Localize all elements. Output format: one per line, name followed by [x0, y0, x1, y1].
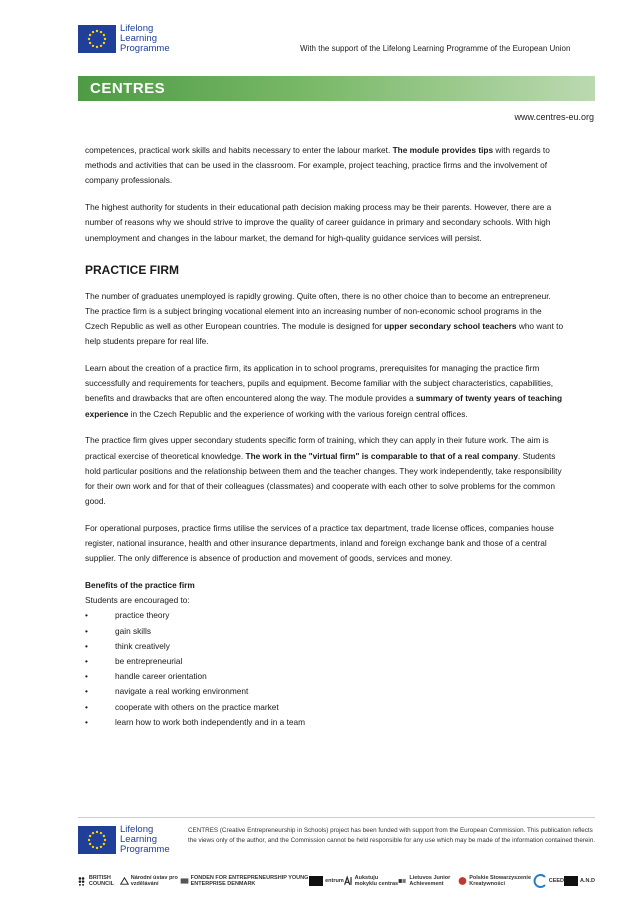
partner-name: CEED — [548, 878, 565, 884]
partner-name: Lietuvos Junior Achievement — [409, 875, 451, 887]
llp-line: Programme — [120, 844, 170, 855]
document-body — [85, 143, 565, 730]
text-run: . Students hold particular positions and the relationship between them and the teacher changes. They work independently, take responsibility for their own work and for that of their colleagues (classmates) and cooperate with each other to solve problems for the common good. — [85, 450, 562, 507]
support-statement: With the support of the Lifelong Learning Programme of the European Union — [300, 44, 571, 53]
partner-logo — [120, 873, 180, 889]
list-item-text: learn how to work both independently and in a team — [115, 716, 306, 727]
partner-name: A.N.D — [580, 878, 595, 884]
text-run: competences, practical work skills and habits necessary to enter the labour market. — [85, 145, 393, 155]
list-item-text: practice theory — [115, 610, 170, 621]
list-item-text: cooperate with others on the practice market — [115, 701, 279, 712]
bold-text: upper secondary school teachers — [384, 321, 517, 332]
list-item — [85, 639, 565, 654]
psk-icon — [458, 874, 467, 888]
text-run: in the Czech Republic and the experience of working with the various foreign central offices. — [128, 408, 468, 419]
text-run: with regards to methods and activities that can be used in the classroom. For example, project teaching, practice firms and the involvement of company professionals. — [85, 145, 550, 186]
list-item-text: be entrepreneurial — [115, 655, 183, 666]
footer-llp-logo — [78, 825, 170, 855]
nuv-icon — [120, 874, 129, 888]
llp-logo-text — [120, 825, 170, 855]
partner-logo — [564, 873, 595, 889]
aukstuju-icon — [344, 874, 353, 888]
partner-name: Aukstuju mokyklu centras — [354, 875, 399, 887]
llp-line: Learning — [120, 33, 157, 44]
bullet-icon: • — [85, 655, 88, 666]
partner-logo — [344, 873, 399, 889]
eu-flag-icon — [78, 826, 116, 854]
paragraph — [85, 433, 565, 509]
list-item — [85, 654, 565, 669]
bullet-icon: • — [85, 701, 88, 712]
partner-name: FONDEN FOR ENTREPRENEURSHIP YOUNG ENTERPRISE DENMARK — [190, 875, 309, 887]
text-run: The number of graduates unemployed is rapidly growing. Quite often, there is no other choice than to become an entrepreneur. The practice firm is a subject bringing vocational element into an increasing number of non-economic school programs in the Czech Republic as well as other European countries. The module is designed for — [85, 290, 551, 332]
partner-logo — [180, 873, 309, 889]
list-item — [85, 715, 565, 730]
entrum-icon — [309, 874, 323, 888]
and-icon — [564, 874, 578, 888]
bullet-icon: • — [85, 640, 88, 651]
llp-line: Learning — [120, 834, 157, 845]
eu-flag-icon — [78, 25, 116, 53]
list-item — [85, 684, 565, 699]
list-item — [85, 700, 565, 715]
partner-logo — [398, 873, 458, 889]
text-run: Learn about the creation of a practice firm, its application in to school programs, prerequisites for managing the practice firm successfully and requirements for teachers, pupils and equipment. Become familiar with the subject characteristics, capabilities, benefits and drawbacks that are often encountered along the way. The module provides a — [85, 363, 554, 404]
list-item — [85, 624, 565, 639]
footer-divider — [78, 817, 595, 818]
bold-text: The work in the "virtual firm" is comparable to that of a real company — [245, 450, 519, 461]
website-link[interactable]: www.centres-eu.org — [514, 112, 594, 122]
centres-banner — [78, 76, 595, 101]
ceed-icon — [533, 874, 547, 888]
paragraph — [85, 289, 565, 350]
british-council-icon — [78, 874, 87, 888]
llp-logo-text — [120, 24, 170, 54]
paragraph: The highest authority for students in their educational path decision making process may be their parents. However, there are a number of reasons why we should strive to improve the quality of career guidance in primary and secondary schools. With high unemployment and changes in the labour market, the demand for high-quality guidance services will persist. — [85, 202, 552, 243]
bold-text: summary of twenty years of teaching experience — [85, 393, 563, 419]
list-item — [85, 608, 565, 623]
junior-achievement-icon — [398, 874, 407, 888]
llp-line: Lifelong — [120, 824, 154, 835]
banner-title: CENTRES — [90, 80, 166, 97]
partner-logo — [458, 873, 532, 889]
section-heading: PRACTICE FIRM — [85, 262, 179, 277]
paragraph: For operational purposes, practice firms utilise the services of a practice tax department, trade license offices, companies house register, national insurance, health and other insurance departments, inland and foreign exchange bank and those of a central supplier. The only difference is absence of production and movement of goods, services and money. — [85, 522, 554, 564]
list-item-text: handle career orientation — [115, 671, 207, 682]
partner-name: Národní ústav pro vzdělávání — [130, 875, 178, 887]
llp-line: Lifelong — [120, 23, 154, 34]
benefits-heading: Benefits of the practice firm — [85, 579, 195, 590]
llp-line: Programme — [120, 43, 170, 54]
partner-name: BRITISH COUNCIL — [88, 875, 114, 887]
bold-text: The module provides tips — [392, 145, 494, 155]
partner-logo — [533, 873, 564, 889]
lifelong-learning-logo — [78, 24, 170, 54]
benefits-intro: Students are encouraged to: — [85, 595, 190, 606]
funding-disclaimer: CENTRES (Creative Entrepreneurship in Schools) project has been funded with support from the European Commission. This publication reflects the views only of the author, and the Commission cannot be held responsible for any use which may be made of the information contained therein. — [188, 827, 596, 844]
partner-logo — [309, 873, 344, 889]
partner-name: entrum — [325, 878, 344, 884]
list-item — [85, 669, 565, 684]
text-run: who want to help students prepare for real life. — [85, 321, 564, 347]
list-item-text: gain skills — [115, 625, 151, 636]
bullet-icon: • — [85, 625, 88, 636]
partner-logo — [78, 873, 120, 889]
bullet-icon: • — [85, 671, 88, 682]
partner-name: Polskie Stowarzyszenie Kreatywności — [469, 875, 531, 887]
partner-logos — [78, 870, 595, 892]
page-header — [0, 0, 638, 140]
text-run: The practice firm gives upper secondary students specific form of training, which they can apply in their future work. The aim is practical exercise of theoretical knowledge. — [85, 435, 549, 461]
benefits-list — [85, 608, 565, 730]
bullet-icon: • — [85, 686, 88, 697]
list-item-text: think creatively — [115, 640, 170, 651]
young-enterprise-icon — [180, 874, 189, 888]
bullet-icon: • — [85, 610, 88, 621]
bullet-icon: • — [85, 716, 88, 727]
list-item-text: navigate a real working environment — [115, 686, 249, 697]
paragraph — [85, 143, 565, 189]
paragraph — [85, 361, 565, 422]
